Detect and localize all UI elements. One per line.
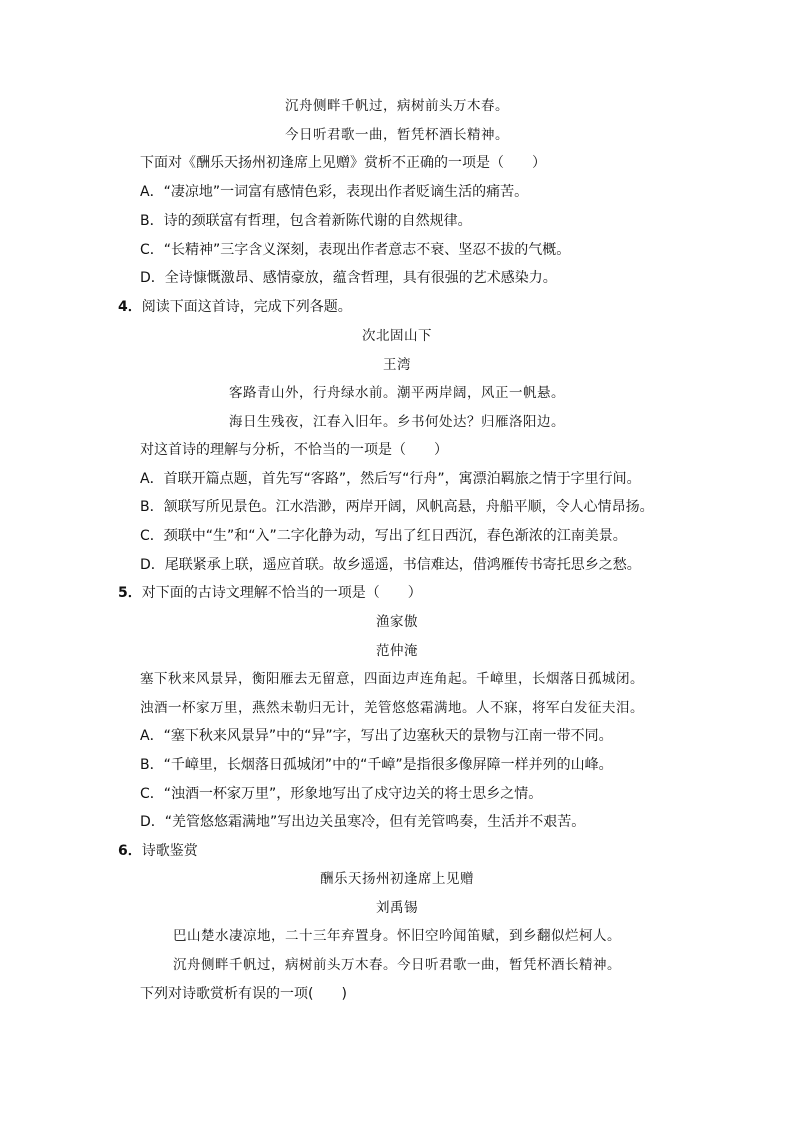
q5-option-d: D．“羌管悠悠霜满地”写出边关虽寒冷，但有羌管鸣奏，生活并不艰苦。 bbox=[140, 814, 586, 830]
q4-option-d: D．尾联紧承上联，遥应首联。故乡遥遥，书信难达，借鸿雁传书寄托思乡之愁。 bbox=[140, 557, 641, 573]
q6-header bbox=[118, 841, 198, 861]
q4-stem: 阅读下面这首诗，完成下列各题。 bbox=[141, 299, 352, 315]
q6-poem-line-2: 沉舟侧畔千帆过，病树前头万木春。今日听君歌一曲，暂凭杯酒长精神。 bbox=[173, 957, 621, 973]
q3-question: 下面对《酬乐天扬州初逢席上见赠》赏析不正确的一项是（ ） bbox=[140, 155, 546, 171]
q5-option-b: B．“千嶂里，长烟落日孤城闭”中的“千嶂”是指很多像屏障一样并列的山峰。 bbox=[140, 757, 613, 773]
q6-poem-title: 酬乐天扬州初逢席上见赠 bbox=[320, 871, 474, 887]
q4-number: 4． bbox=[118, 299, 142, 315]
q3-option-c: C．“长精神”三字含义深刻，表现出作者意志不衰、坚忍不拔的气概。 bbox=[140, 242, 571, 258]
q5-option-a: A．“塞下秋来风景异”中的“异”字，写出了边塞秋天的景物与江南一带不同。 bbox=[140, 728, 613, 744]
q4-header bbox=[118, 297, 352, 317]
q3-option-b: B．诗的颈联富有哲理，包含着新陈代谢的自然规律。 bbox=[140, 213, 472, 229]
q4-question: 对这首诗的理解与分析，不恰当的一项是（ ） bbox=[140, 442, 448, 458]
q3-option-a: A．“凄凉地”一词富有感情色彩，表现出作者贬谪生活的痛苦。 bbox=[140, 184, 529, 200]
q6-poem-line-1: 巴山楚水凄凉地，二十三年弃置身。怀旧空吟闻笛赋，到乡翻似烂柯人。 bbox=[173, 928, 621, 944]
q6-question: 下列对诗歌赏析有误的一项( ) bbox=[140, 986, 347, 1002]
q4-option-a: A．首联开篇点题，首先写“客路”，然后写“行舟”，寓漂泊羁旅之情于字里行间。 bbox=[140, 471, 641, 487]
q3-poem-line-2: 今日听君歌一曲，暂凭杯酒长精神。 bbox=[285, 127, 509, 143]
q4-poem-title: 次北固山下 bbox=[362, 328, 432, 344]
q5-poem-author: 范仲淹 bbox=[376, 643, 418, 659]
q4-poem-line-2: 海日生残夜，江春入旧年。乡书何处达？归雁洛阳边。 bbox=[229, 414, 565, 430]
q5-poem-line-2: 浊酒一杯家万里，燕然未勒归无计，羌管悠悠霜满地。人不寐，将军白发征夫泪。 bbox=[140, 700, 644, 716]
q5-number: 5． bbox=[118, 585, 142, 601]
q4-option-b: B．颔联写所见景色。江水浩渺，两岸开阔，风帆高悬，舟船平顺，令人心情昂扬。 bbox=[140, 499, 654, 515]
q3-option-d: D．全诗慷慨激昂、感情豪放，蕴含哲理，具有很强的艺术感染力。 bbox=[140, 270, 557, 286]
q4-option-c: C．颈联中“生”和“入”二字化静为动，写出了红日西沉，春色渐浓的江南美景。 bbox=[140, 528, 627, 544]
q6-number: 6． bbox=[118, 843, 142, 859]
q5-option-c: C．“浊酒一杯家万里”，形象地写出了戍守边关的将士思乡之情。 bbox=[140, 786, 543, 802]
q5-stem: 对下面的古诗文理解不恰当的一项是（ ） bbox=[141, 585, 422, 601]
q4-poem-author: 王湾 bbox=[383, 357, 411, 373]
q4-poem-line-1: 客路青山外，行舟绿水前。潮平两岸阔，风正一帆悬。 bbox=[229, 385, 565, 401]
q6-stem: 诗歌鉴赏 bbox=[141, 843, 198, 859]
q5-header bbox=[118, 583, 422, 603]
q5-poem-title: 渔家傲 bbox=[376, 614, 418, 630]
q5-poem-line-1: 塞下秋来风景异，衡阳雁去无留意，四面边声连角起。千嶂里，长烟落日孤城闭。 bbox=[140, 671, 644, 687]
q6-poem-author: 刘禹锡 bbox=[376, 900, 418, 916]
q3-poem-line-1: 沉舟侧畔千帆过，病树前头万木春。 bbox=[285, 98, 509, 114]
